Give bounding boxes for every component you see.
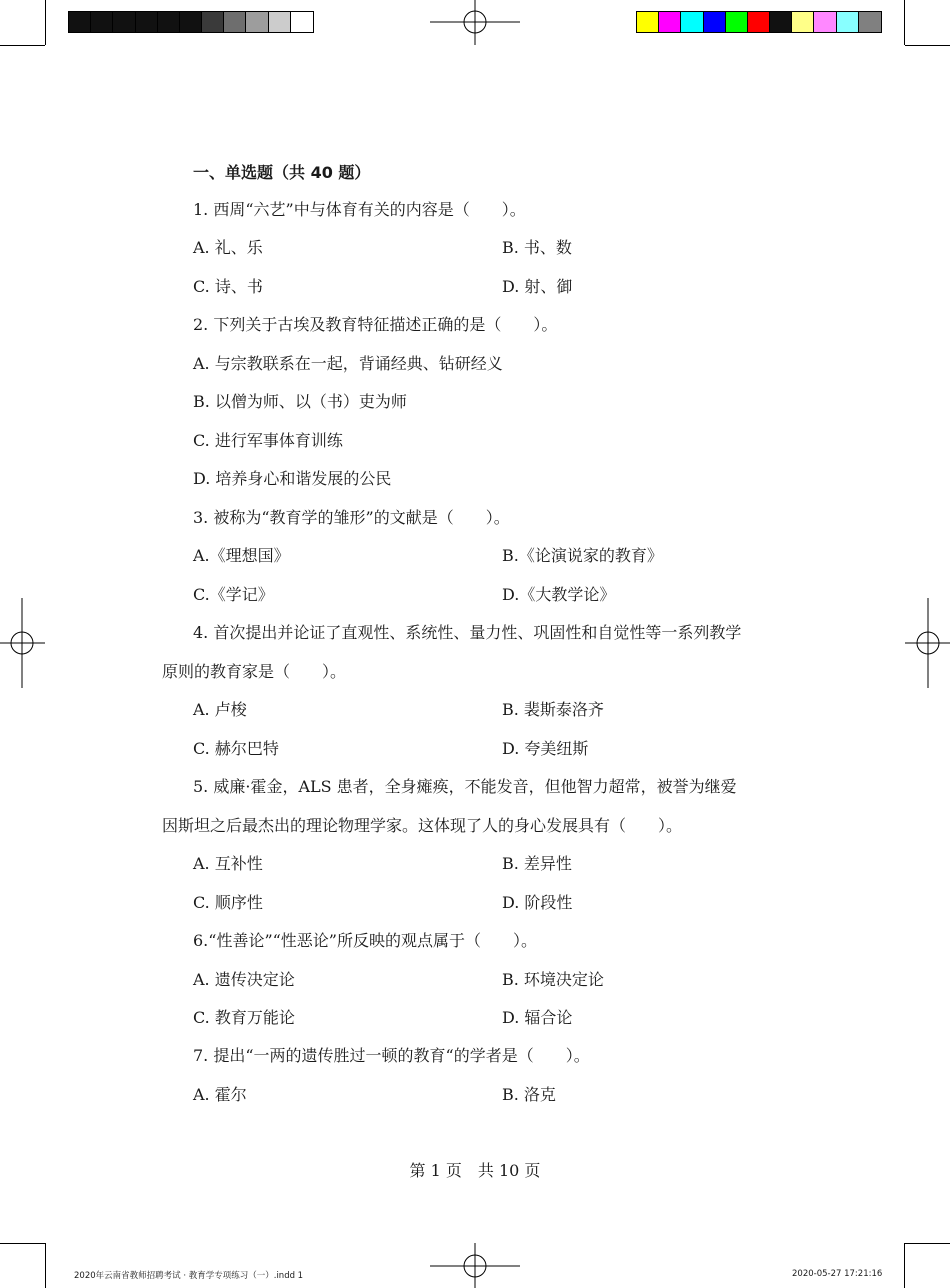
file-name: 2020年云南省教师招聘考试 · 教育学专项练习（一）.indd 1 [74, 1271, 304, 1281]
option: A. 互补性 [193, 854, 263, 873]
color-swatch [659, 12, 681, 32]
color-swatch [180, 12, 202, 32]
option: B. 洛克 [502, 1085, 556, 1104]
section-title: 一、单选题（共 40 题） [193, 163, 371, 182]
option: A. 礼、乐 [193, 238, 263, 257]
page-number: 第 1 页 共 10 页 [409, 1161, 541, 1180]
crop-mark [905, 1243, 950, 1244]
option: B. 以僧为师、以（书）吏为师 [193, 392, 407, 411]
question-stem: 2. 下列关于古埃及教育特征描述正确的是（ ）。 [193, 315, 558, 334]
color-swatch [814, 12, 836, 32]
crop-mark [0, 1243, 45, 1244]
question-stem: 6.“性善论”“性恶论”所反映的观点属于（ ）。 [193, 931, 537, 950]
registration-mark-left [0, 598, 45, 688]
color-calibration-strip [636, 11, 882, 33]
option: D.《大教学论》 [502, 585, 616, 604]
option: C. 赫尔巴特 [193, 739, 279, 758]
option: A. 遗传决定论 [193, 970, 295, 989]
color-swatch [246, 12, 268, 32]
color-swatch [113, 12, 135, 32]
option: B. 书、数 [502, 238, 572, 257]
option: D. 夸美纽斯 [502, 739, 589, 758]
crop-mark [904, 0, 905, 45]
question-stem: 3. 被称为“教育学的雏形”的文献是（ ）。 [193, 508, 510, 527]
color-swatch [291, 12, 313, 32]
question-stem-continued: 原则的教育家是（ ）。 [162, 662, 347, 681]
color-swatch [202, 12, 224, 32]
print-timestamp: 2020-05-27 17:21:16 [792, 1269, 883, 1279]
color-swatch [269, 12, 291, 32]
color-swatch [837, 12, 859, 32]
option: A. 霍尔 [193, 1085, 247, 1104]
crop-mark [45, 1243, 46, 1288]
question-stem-continued: 因斯坦之后最杰出的理论物理学家。这体现了人的身心发展具有（ ）。 [162, 816, 683, 835]
color-swatch [748, 12, 770, 32]
registration-mark-bottom [430, 1243, 520, 1288]
color-swatch [224, 12, 246, 32]
color-swatch [792, 12, 814, 32]
color-swatch [681, 12, 703, 32]
option: B. 环境决定论 [502, 970, 604, 989]
option: C. 诗、书 [193, 277, 263, 296]
crop-mark [45, 0, 46, 45]
color-swatch [69, 12, 91, 32]
option: A.《理想国》 [193, 546, 290, 565]
color-swatch [158, 12, 180, 32]
color-swatch [704, 12, 726, 32]
option: D. 培养身心和谐发展的公民 [193, 469, 392, 488]
question-stem: 5. 威廉·霍金，ALS 患者，全身瘫痪，不能发音，但他智力超常，被誉为继爱 [193, 777, 737, 796]
option: D. 阶段性 [502, 893, 573, 912]
option: B.《论演说家的教育》 [502, 546, 663, 565]
crop-mark [905, 45, 950, 46]
option: B. 差异性 [502, 854, 572, 873]
option: B. 裴斯泰洛齐 [502, 700, 604, 719]
question-stem: 7. 提出“一两的遗传胜过一顿的教育“的学者是（ ）。 [193, 1046, 590, 1065]
option: A. 与宗教联系在一起，背诵经典、钻研经义 [193, 354, 503, 373]
color-swatch [726, 12, 748, 32]
registration-mark-top [430, 0, 520, 45]
crop-mark [904, 1243, 905, 1288]
option: C. 进行军事体育训练 [193, 431, 343, 450]
option: C. 教育万能论 [193, 1008, 295, 1027]
option: D. 辐合论 [502, 1008, 573, 1027]
question-stem: 4. 首次提出并论证了直观性、系统性、量力性、巩固性和自觉性等一系列教学 [193, 623, 742, 642]
registration-mark-right [905, 598, 950, 688]
color-swatch [136, 12, 158, 32]
color-swatch [770, 12, 792, 32]
gray-calibration-strip [68, 11, 314, 33]
option: A. 卢梭 [193, 700, 247, 719]
option: C.《学记》 [193, 585, 274, 604]
color-swatch [637, 12, 659, 32]
option: C. 顺序性 [193, 893, 263, 912]
color-swatch [91, 12, 113, 32]
crop-mark [0, 45, 45, 46]
option: D. 射、御 [502, 277, 573, 296]
question-stem: 1. 西周“六艺”中与体育有关的内容是（ ）。 [193, 200, 526, 219]
color-swatch [859, 12, 881, 32]
